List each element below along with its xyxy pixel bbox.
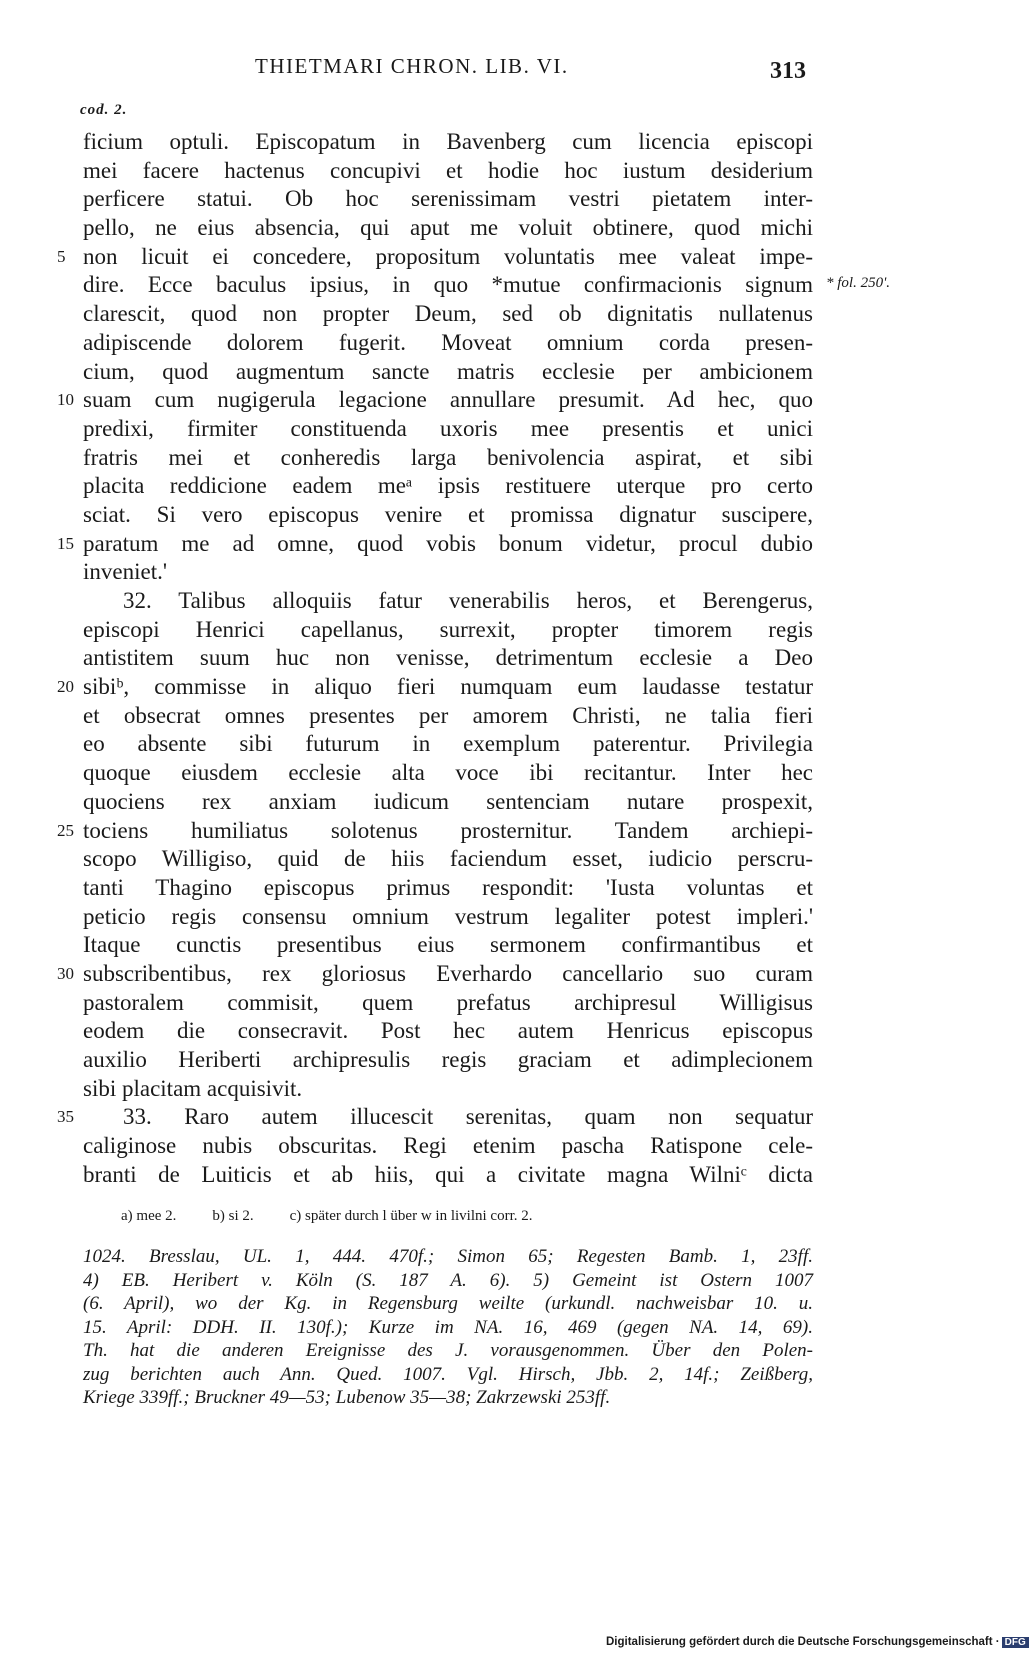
- commentary-line: Kriege 339ff.; Bruckner 49—53; Lubenow 35—38; Zakrzewski 253ff.: [83, 1387, 611, 1408]
- text-line: [57, 817, 813, 846]
- text-line: [83, 128, 813, 157]
- line-text: predixi, firmiter constituenda uxoris mee presentis et unici: [83, 415, 813, 441]
- line-text: clarescit, quod non propter Deum, sed ob dignitatis nullatenus: [83, 301, 813, 327]
- line-text: tanti Thagino episcopus primus respondit: 'Iusta voluntas et: [83, 874, 813, 900]
- text-line: [83, 358, 813, 387]
- text-line: [83, 1017, 813, 1046]
- line-text: auxilio Heriberti archipresulis regis graciam et adimplecionem: [83, 1047, 813, 1072]
- line-text: subscribentibus, rex gloriosus Everhardo cancellario suo curam: [83, 960, 813, 986]
- line-text: quociens rex anxiam iudicum sentenciam nutare prospexit,: [83, 788, 813, 814]
- text-line: [83, 1075, 813, 1104]
- line-text: placita reddicione eadem meᵃ ipsis restituere uterque pro certo: [83, 473, 813, 499]
- line-text: episcopi Henrici capellanus, surrexit, propter timorem regis: [83, 616, 813, 642]
- line-text: quoque eiusdem ecclesie alta voce ibi recitantur. Inter hec: [83, 760, 813, 786]
- text-line: [57, 673, 813, 702]
- text-line: [83, 644, 813, 673]
- line-text: dire. Ecce baculus ipsius, in quo *mutue confirmacionis signum: [83, 272, 813, 298]
- line-number: 10: [57, 390, 74, 410]
- line-text: antistitem suum huc non venisse, detrimentum ecclesie a Deo: [83, 645, 813, 671]
- text-line: [83, 730, 813, 759]
- line-number: 25: [57, 820, 74, 840]
- commentary-line: Th. hat die anderen Ereignisse des J. vorausgenommen. Über den Polen-: [83, 1340, 813, 1361]
- text-line: [57, 960, 813, 989]
- commentary-notes: [83, 1245, 813, 1410]
- text-line: [83, 903, 813, 932]
- text-line: [83, 444, 813, 473]
- apparatus-note: c) später durch l über w in livilni corr. 2.: [289, 1208, 533, 1224]
- line-text: perficere statui. Ob hoc serenissimam vestri pietatem inter-: [83, 186, 813, 212]
- line-number: 30: [57, 963, 74, 983]
- text-line: [83, 501, 813, 530]
- line-number: 20: [57, 677, 74, 697]
- text-line: [83, 329, 813, 358]
- line-text: sibiᵇ, commisse in aliquo fieri numquam eum laudasse testatur: [83, 674, 813, 700]
- text-line: [83, 874, 813, 903]
- line-text: sciat. Si vero episcopus venire et promissa dignatur suscipere,: [83, 501, 813, 527]
- apparatus-note: a) mee 2.: [121, 1208, 177, 1224]
- line-text: sibi placitam acquisivit.: [83, 1075, 303, 1101]
- line-text: adipiscende dolorem fugerit. Moveat omnium corda presen-: [83, 329, 813, 355]
- line-text: Itaque cunctis presentibus eius sermonem confirmantibus et: [83, 932, 813, 958]
- line-text: ficium optuli. Episcopatum in Bavenberg cum licencia episcopi: [83, 129, 813, 154]
- text-line: [83, 558, 813, 587]
- line-text: inveniet.': [83, 559, 167, 585]
- text-line: [83, 1161, 813, 1190]
- main-text: [57, 128, 813, 1189]
- text-line: [83, 616, 813, 645]
- commentary-line: 4) EB. Heribert v. Köln (S. 187 A. 6). 5) Gemeint ist Ostern 1007: [83, 1269, 813, 1291]
- text-line: [83, 845, 813, 874]
- footer-credit: [606, 1636, 1029, 1648]
- commentary-line: (6. April), wo der Kg. in Regensburg weilte (urkundl. nachweisbar 10. u.: [83, 1293, 813, 1314]
- line-number: 5: [57, 246, 66, 266]
- line-text: cium, quod augmentum sancte matris ecclesie per ambicionem: [83, 358, 813, 384]
- text-line: [83, 587, 813, 616]
- line-number: 35: [57, 1107, 74, 1127]
- folio-margin-note: * fol. 250'.: [826, 275, 891, 291]
- line-text: tociens humiliatus solotenus prosternitur. Tandem archiepi-: [83, 817, 813, 843]
- commentary-line: 15. April: DDH. II. 130f.); Kurze im NA. 16, 469 (gegen NA. 14, 69).: [83, 1316, 813, 1338]
- line-text: peticio regis consensu omnium vestrum legaliter potest impleri.': [83, 903, 813, 929]
- text-line: [83, 788, 813, 817]
- line-text: caliginose nubis obscuritas. Regi etenim pascha Ratispone cele-: [83, 1133, 813, 1159]
- dfg-logo: DFG: [1002, 1637, 1029, 1648]
- line-text: mei facere hactenus concupivi et hodie hoc iustum desiderium: [83, 157, 813, 183]
- text-line: [83, 989, 813, 1018]
- line-number: 15: [57, 533, 74, 553]
- commentary-line: zug berichten auch Ann. Qued. 1007. Vgl. Hirsch, Jbb. 2, 14f.; Zeißberg,: [83, 1363, 813, 1385]
- text-line: [83, 931, 813, 960]
- line-text: pello, ne eius absencia, qui aput me voluit obtinere, quod michi: [83, 215, 813, 241]
- line-text: et obsecrat omnes presentes per amorem Christi, ne talia fieri: [83, 702, 813, 728]
- codex-note: cod. 2.: [80, 102, 128, 118]
- line-text: 32. Talibus alloquiis fatur venerabilis heros, et Berengerus,: [123, 588, 813, 613]
- line-text: suam cum nugigerula legacione annullare presumit. Ad hec, quo: [83, 387, 813, 413]
- text-line: [83, 157, 813, 186]
- line-text: eo absente sibi futurum in exemplum paterentur. Privilegia: [83, 731, 813, 757]
- text-line: [57, 1103, 813, 1132]
- footer-text: Digitalisierung gefördert durch die Deutsche Forschungsgemeinschaft ·: [606, 1636, 1000, 1648]
- line-text: 33. Raro autem illucescit serenitas, quam non sequatur: [123, 1104, 813, 1130]
- text-line: [83, 415, 813, 444]
- line-text: eodem die consecravit. Post hec autem Henricus episcopus: [83, 1018, 813, 1044]
- line-text: fratris mei et conheredis larga benivolencia aspirat, et sibi: [83, 444, 813, 470]
- text-line: [83, 185, 813, 214]
- line-text: pastoralem commisit, quem prefatus archipresul Willigisus: [83, 989, 813, 1015]
- page-number: 313: [770, 58, 806, 84]
- text-line: [83, 1132, 813, 1161]
- text-line: [83, 702, 813, 731]
- line-text: non licuit ei concedere, propositum voluntatis mee valeat impe-: [83, 243, 813, 269]
- running-title: THIETMARI CHRON. LIB. VI.: [255, 54, 569, 78]
- text-line: [83, 1046, 813, 1075]
- text-line: [57, 386, 813, 415]
- line-text: scopo Willigiso, quid de hiis faciendum esset, iudicio perscru-: [83, 846, 813, 872]
- text-line: [83, 300, 813, 329]
- line-text: paratum me ad omne, quod vobis bonum videtur, procul dubio: [83, 530, 813, 556]
- text-line: [83, 472, 813, 501]
- text-line: [83, 271, 813, 300]
- line-text: branti de Luiticis et ab hiis, qui a civitate magna Wilniᶜ dicta: [83, 1161, 813, 1187]
- text-line: [57, 243, 813, 272]
- apparatus-note: b) si 2.: [212, 1208, 254, 1224]
- commentary-line: 1024. Bresslau, UL. 1, 444. 470f.; Simon 65; Regesten Bamb. 1, 23ff.: [83, 1246, 813, 1267]
- critical-apparatus: [121, 1208, 569, 1225]
- text-line: [83, 759, 813, 788]
- text-line: [83, 214, 813, 243]
- text-line: [57, 530, 813, 559]
